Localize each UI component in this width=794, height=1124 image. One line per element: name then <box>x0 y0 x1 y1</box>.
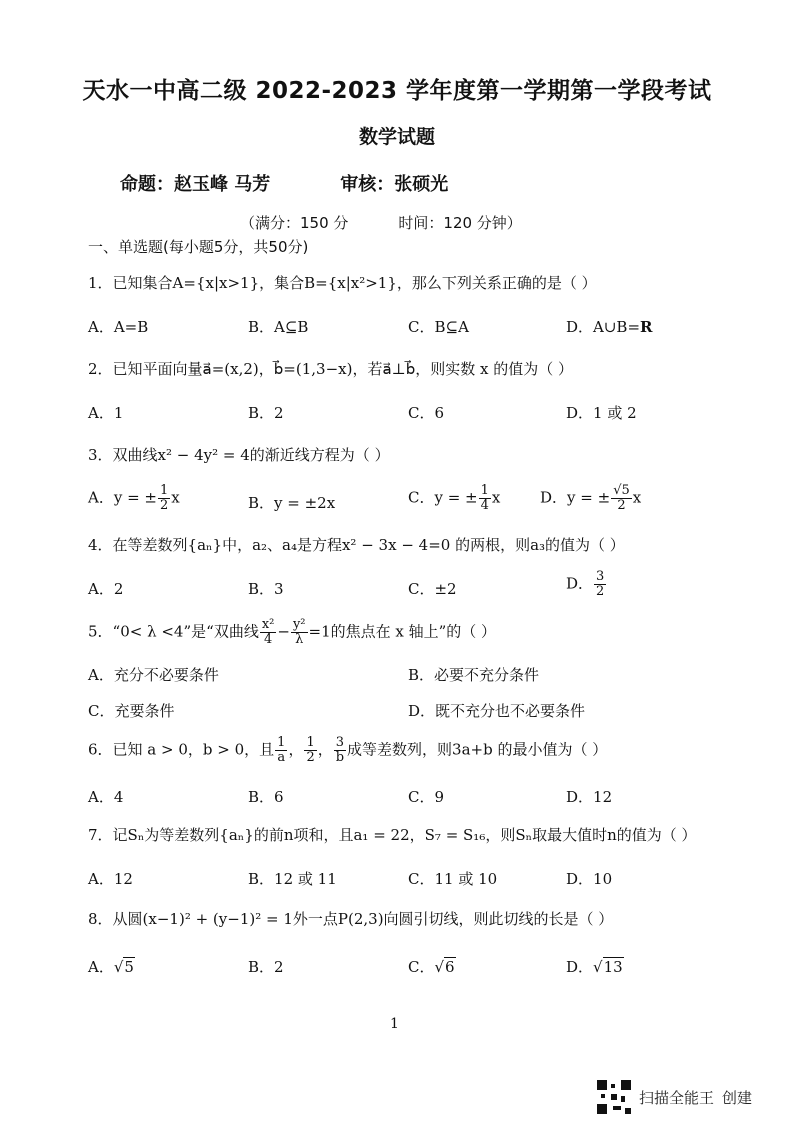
full-marks: （满分：150 分 <box>240 214 349 232</box>
q4-d-num: 3 <box>596 569 605 584</box>
q6-comma-1: ， <box>288 740 304 759</box>
q5-f2-den: λ <box>295 632 304 647</box>
q4-option-c: C．±2 <box>408 580 457 598</box>
authors: 命题：赵玉峰 马芳 <box>120 174 271 195</box>
q7-option-b: B．12 或 11 <box>248 870 337 888</box>
q5-f1-den: 4 <box>263 632 273 647</box>
q8-a-radicand: 5 <box>124 958 134 976</box>
q1-option-d-text: D．A∪B= <box>566 318 641 336</box>
q5-stem-end: =1的焦点在 x 轴上”的（ ） <box>308 622 497 641</box>
q3-d-prefix: D．y = ± <box>540 488 611 507</box>
q3-a-num: 1 <box>159 483 169 498</box>
q8-a-label: A．√ <box>88 958 124 976</box>
q6-stem-start: 6．已知 a > 0，b > 0，且 <box>88 740 275 759</box>
q3-d-den: 2 <box>617 498 626 513</box>
q6-f2-den: 2 <box>306 750 315 765</box>
q3-a-prefix: A．y = ± <box>88 488 157 507</box>
page-number: 1 <box>390 1016 399 1032</box>
q3-option-c <box>408 484 500 513</box>
question-7: 7．记Sₙ为等差数列{aₙ}的前n项和，且a₁ = 22，S₇ = S₁₆，则Sₙ取最大值时n的值为（ ） <box>88 826 697 844</box>
footer-text <box>639 1087 752 1108</box>
q3-c-prefix: C．y = ± <box>408 488 478 507</box>
q7-option-c: C．11 或 10 <box>408 870 498 888</box>
q1-option-d-set: R <box>640 318 653 336</box>
q6-option-a: A．4 <box>88 788 124 806</box>
q5-f1-num: x² <box>261 617 275 632</box>
q3-c-fraction <box>479 484 491 513</box>
q5-option-b: B．必要不充分条件 <box>408 666 540 684</box>
q4-d-fraction <box>594 570 606 599</box>
scanner-created: 创建 <box>722 1088 753 1107</box>
q6-f3-num: 3 <box>335 735 345 750</box>
q3-a-suffix: x <box>171 488 180 507</box>
question-5 <box>88 618 496 647</box>
q3-d-suffix: x <box>632 488 642 507</box>
q3-a-fraction <box>158 484 170 513</box>
q6-fraction-2 <box>304 736 316 765</box>
qr-code-icon <box>597 1080 631 1114</box>
credits-line <box>120 170 448 196</box>
q4-d-prefix: D． <box>566 574 594 593</box>
q8-option-a <box>88 956 135 977</box>
q6-stem-end: 成等差数列，则3a+b 的最小值为（ ） <box>347 740 608 759</box>
q3-d-fraction <box>611 484 632 513</box>
exam-info <box>240 212 522 233</box>
q3-c-den: 4 <box>480 498 489 513</box>
q5-minus: − <box>277 622 290 641</box>
q3-option-b: B．y = ±2x <box>248 494 336 512</box>
reviewer: 审核：张硕光 <box>340 174 449 195</box>
q3-c-suffix: x <box>491 488 501 507</box>
q6-comma-2: ， <box>317 740 333 759</box>
q4-d-den: 2 <box>596 584 605 599</box>
q6-fraction-3 <box>334 736 346 765</box>
q7-option-a: A．12 <box>88 870 133 888</box>
q8-option-c <box>408 956 456 977</box>
q8-c-radicand: 6 <box>445 958 455 976</box>
q1-option-c: C．B⊆A <box>408 318 469 336</box>
q5-option-a: A．充分不必要条件 <box>88 666 219 684</box>
scanner-app-name: 扫描全能王 <box>639 1088 715 1107</box>
q8-option-d <box>566 956 624 977</box>
q6-f1-den: a <box>277 750 286 765</box>
q2-option-b: B．2 <box>248 404 284 422</box>
exam-subtitle: 数学试题 <box>358 126 435 148</box>
q6-option-d: D．12 <box>566 788 613 806</box>
question-3: 3．双曲线x² − 4y² = 4的渐近线方程为（ ） <box>88 446 390 464</box>
q2-option-a: A．1 <box>88 404 124 422</box>
q3-option-a <box>88 484 180 513</box>
q5-option-c: C．充要条件 <box>88 702 175 720</box>
q8-c-label: C．√ <box>408 958 445 976</box>
q1-option-b: B．A⊆B <box>248 318 309 336</box>
q6-option-b: B．6 <box>248 788 284 806</box>
question-2: 2．已知平面向量a⃗=(x,2)，b⃗=(1,3−x)，若a⃗⊥b⃗，则实数 x 的值为（ ） <box>88 360 574 378</box>
q3-d-num: √5 <box>613 483 630 498</box>
q6-fraction-1 <box>275 736 287 765</box>
q1-option-d <box>566 316 653 337</box>
exam-title: 天水一中高二级 2022-2023 学年度第一学期第一学段考试 <box>82 78 712 104</box>
question-4: 4．在等差数列{aₙ}中，a₂、a₄是方程x² − 3x − 4=0 的两根，则a₃的值为（ ） <box>88 536 625 554</box>
q2-option-c: C．6 <box>408 404 445 422</box>
q3-option-d <box>540 484 641 513</box>
question-1: 1．已知集合A={x|x>1}，集合B={x|x²>1}，那么下列关系正确的是（ ） <box>88 274 597 292</box>
q3-a-den: 2 <box>159 498 169 513</box>
q4-option-a: A．2 <box>88 580 124 598</box>
q1-option-a: A．A=B <box>88 318 149 336</box>
q4-option-b: B．3 <box>248 580 284 598</box>
q7-option-d: D．10 <box>566 870 613 888</box>
q4-option-d <box>566 570 607 599</box>
q6-f2-num: 1 <box>306 735 315 750</box>
question-8: 8．从圆(x−1)² + (y−1)² = 1外一点P(2,3)向圆引切线，则此切线的长是（ ） <box>88 910 614 928</box>
q3-c-num: 1 <box>480 483 489 498</box>
q6-f3-den: b <box>335 750 345 765</box>
q5-fraction-1 <box>260 618 277 647</box>
scanner-footer <box>597 1080 752 1114</box>
section-heading: 一、单选题(每小题5分，共50分) <box>88 238 309 256</box>
q6-option-c: C．9 <box>408 788 445 806</box>
q5-fraction-2 <box>291 618 308 647</box>
q2-option-d: D．1 或 2 <box>566 404 637 422</box>
q5-f2-num: y² <box>292 617 306 632</box>
q5-option-d: D．既不充分也不必要条件 <box>408 702 586 720</box>
question-6 <box>88 736 607 765</box>
q6-f1-num: 1 <box>277 735 286 750</box>
q8-option-b: B．2 <box>248 958 284 976</box>
time-limit: 时间：120 分钟） <box>398 214 522 232</box>
q8-d-label: D．√ <box>566 958 603 976</box>
q8-d-radicand: 13 <box>603 958 623 976</box>
q5-stem-start: 5．“0< λ <4”是“双曲线 <box>88 622 259 641</box>
